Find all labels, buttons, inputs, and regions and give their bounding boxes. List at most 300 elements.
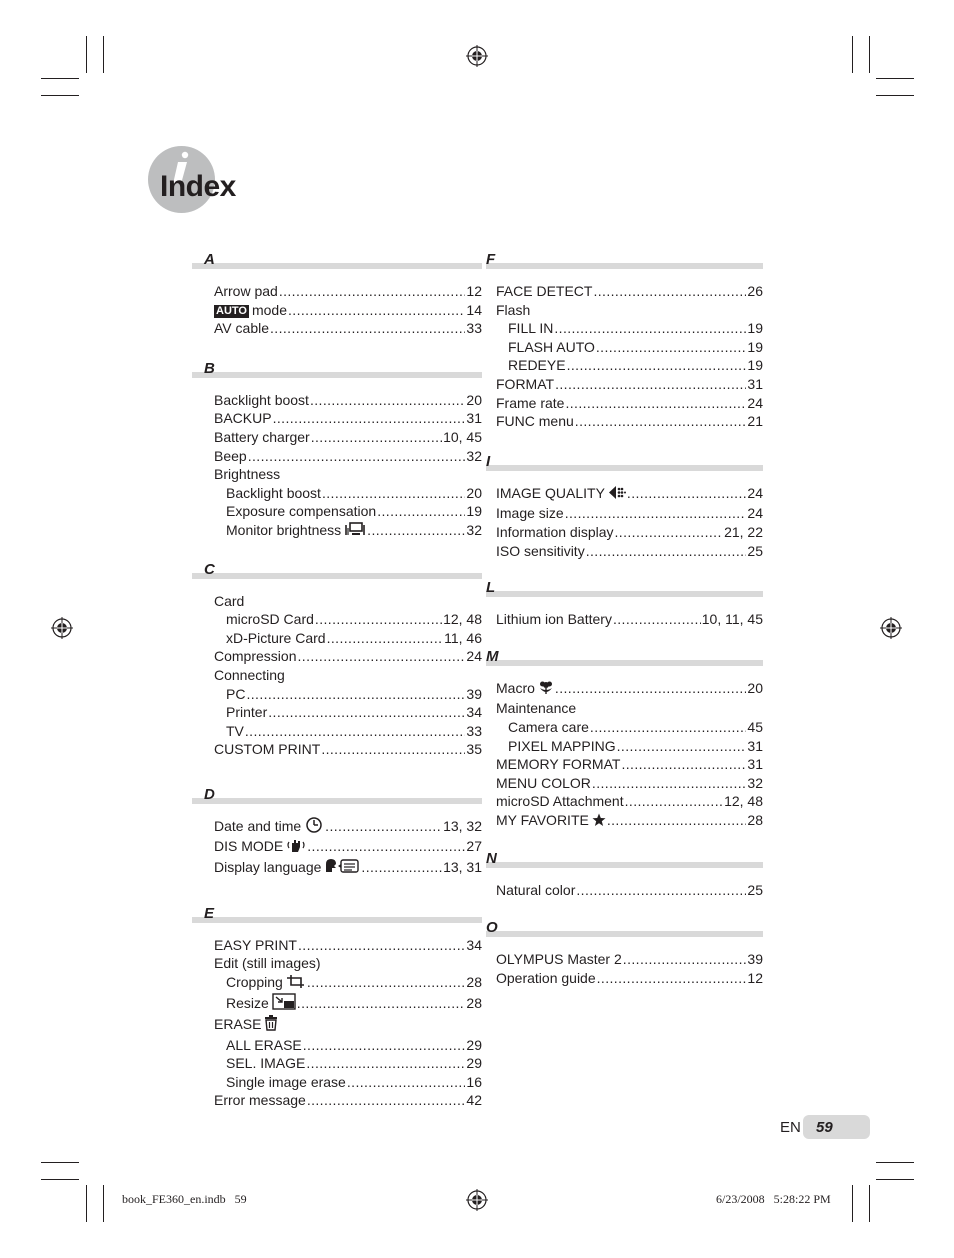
entry-text: Macro bbox=[496, 679, 535, 696]
entry-label bbox=[226, 484, 321, 503]
entry-label bbox=[214, 858, 360, 879]
entry-label bbox=[496, 484, 626, 505]
entry-label bbox=[496, 610, 612, 629]
index-entry bbox=[496, 811, 763, 832]
dot-leader bbox=[297, 647, 465, 666]
dot-leader bbox=[321, 740, 465, 759]
index-entry bbox=[214, 858, 482, 879]
index-section-i bbox=[486, 452, 763, 560]
entry-list bbox=[486, 679, 763, 832]
section-header bbox=[192, 785, 482, 805]
entry-text: Compression bbox=[214, 648, 297, 665]
page-reference: 13, 32 bbox=[443, 817, 482, 834]
entry-label bbox=[496, 412, 574, 431]
index-entry bbox=[214, 447, 482, 466]
entry-text: Maintenance bbox=[496, 700, 577, 717]
dot-leader bbox=[306, 1054, 465, 1073]
index-subentry bbox=[496, 737, 763, 756]
entry-text: PIXEL MAPPING bbox=[508, 737, 616, 754]
index-entry bbox=[496, 412, 763, 431]
dot-leader bbox=[315, 610, 442, 629]
entry-text: Card bbox=[214, 592, 245, 609]
entry-list bbox=[486, 484, 763, 560]
section-letter: C bbox=[204, 560, 215, 578]
dot-leader bbox=[270, 319, 465, 338]
dot-leader bbox=[607, 811, 747, 830]
dot-leader bbox=[613, 610, 701, 629]
entry-text: MEMORY FORMAT bbox=[496, 756, 621, 773]
section-letter: D bbox=[204, 785, 215, 803]
index-entry bbox=[214, 740, 482, 759]
entry-text: ISO sensitivity bbox=[496, 542, 585, 559]
entry-label bbox=[214, 1015, 278, 1036]
page-reference: 25 bbox=[747, 542, 763, 559]
index-subentry bbox=[214, 521, 482, 542]
crop-mark bbox=[876, 1162, 914, 1163]
entry-label bbox=[214, 301, 287, 320]
section-divider bbox=[486, 263, 763, 269]
entry-label bbox=[214, 647, 296, 666]
dot-leader bbox=[593, 282, 746, 301]
crop-mark bbox=[876, 1179, 914, 1180]
index-entry bbox=[496, 610, 763, 629]
entry-label bbox=[214, 837, 306, 858]
entry-label bbox=[214, 447, 247, 466]
dot-leader bbox=[623, 950, 747, 969]
page-reference: 39 bbox=[466, 685, 482, 702]
index-subentry bbox=[214, 610, 482, 629]
dot-leader bbox=[627, 484, 747, 503]
page-title: Index bbox=[160, 170, 236, 203]
entry-text: SEL. IMAGE bbox=[226, 1055, 306, 1072]
entry-text: EASY PRINT bbox=[214, 936, 297, 953]
index-column-left bbox=[192, 250, 482, 1110]
index-section-a bbox=[192, 250, 482, 338]
registration-mark-icon bbox=[880, 617, 902, 639]
dot-leader bbox=[303, 1036, 466, 1055]
page-reference: 24 bbox=[747, 484, 763, 501]
entry-label bbox=[214, 817, 324, 838]
dot-leader bbox=[597, 969, 747, 988]
index-subentry bbox=[496, 356, 763, 375]
entry-list bbox=[486, 881, 763, 900]
index-entry bbox=[214, 954, 482, 973]
dot-leader bbox=[615, 523, 724, 542]
section-divider bbox=[192, 798, 482, 804]
page-reference: 42 bbox=[466, 1092, 482, 1109]
page-reference: 24 bbox=[466, 648, 482, 665]
dot-leader bbox=[307, 837, 465, 856]
page-reference: 19 bbox=[747, 338, 763, 355]
entry-label bbox=[508, 737, 616, 756]
entry-text: FORMAT bbox=[496, 375, 555, 392]
entry-list bbox=[486, 282, 763, 431]
index-subentry bbox=[214, 1054, 482, 1073]
entry-label bbox=[214, 936, 297, 955]
page-reference: 19 bbox=[747, 320, 763, 337]
entry-text: Information display bbox=[496, 523, 614, 540]
index-entry bbox=[496, 881, 763, 900]
page-reference: 31 bbox=[466, 410, 482, 427]
entry-label bbox=[496, 699, 576, 718]
entry-list bbox=[486, 950, 763, 987]
page-reference: 10, 45 bbox=[443, 428, 482, 445]
page-reference: 28 bbox=[466, 973, 482, 990]
language-icon bbox=[324, 858, 360, 879]
index-subentry bbox=[496, 319, 763, 338]
entry-text: MY FAVORITE bbox=[496, 811, 589, 828]
dot-leader bbox=[279, 282, 466, 301]
section-letter: I bbox=[486, 452, 491, 470]
section-header bbox=[192, 904, 482, 924]
entry-text: FLASH AUTO bbox=[508, 338, 595, 355]
entry-label bbox=[226, 993, 296, 1015]
entry-label bbox=[214, 666, 285, 685]
entry-text: Cropping bbox=[226, 973, 283, 990]
monitor-brightness-icon bbox=[344, 522, 366, 542]
entry-label bbox=[508, 319, 553, 338]
page-reference: 29 bbox=[466, 1055, 482, 1072]
index-subentry bbox=[496, 338, 763, 357]
index-entry bbox=[214, 391, 482, 410]
entry-text: Backlight boost bbox=[214, 391, 309, 408]
dot-leader bbox=[273, 409, 466, 428]
entry-label bbox=[496, 755, 620, 774]
entry-label bbox=[496, 811, 606, 832]
entry-label bbox=[214, 391, 309, 410]
page-reference: 20 bbox=[466, 484, 482, 501]
timestamp-slug: 6/23/2008 5:28:22 PM bbox=[716, 1192, 831, 1206]
index-entry bbox=[496, 950, 763, 969]
entry-text: MENU COLOR bbox=[496, 774, 591, 791]
registration-mark-icon bbox=[466, 45, 488, 67]
dot-leader bbox=[297, 994, 466, 1013]
entry-text: Connecting bbox=[214, 666, 285, 683]
entry-label bbox=[496, 774, 591, 793]
section-letter: F bbox=[486, 251, 496, 268]
crop-mark bbox=[869, 1185, 870, 1222]
section-header bbox=[192, 250, 482, 270]
dot-leader bbox=[322, 484, 465, 503]
entry-label bbox=[226, 1073, 346, 1092]
entry-text: Monitor brightness bbox=[226, 521, 342, 538]
index-column-right bbox=[486, 250, 763, 987]
section-divider bbox=[192, 917, 482, 923]
entry-label bbox=[214, 954, 321, 973]
entry-label bbox=[496, 504, 564, 523]
page-reference: 35 bbox=[466, 741, 482, 758]
page-number: 59 bbox=[816, 1119, 833, 1136]
page-reference: 34 bbox=[466, 704, 482, 721]
index-subentry bbox=[214, 993, 482, 1015]
entry-text: Date and time bbox=[214, 817, 302, 834]
entry-text: Image size bbox=[496, 505, 564, 522]
entry-label bbox=[496, 679, 554, 700]
crop-mark bbox=[103, 36, 104, 73]
index-subentry bbox=[214, 685, 482, 704]
entry-list bbox=[192, 282, 482, 338]
entry-text: Resize bbox=[226, 995, 269, 1012]
crop-mark bbox=[41, 78, 79, 79]
entry-text: Backlight boost bbox=[226, 484, 321, 501]
entry-label bbox=[226, 1036, 302, 1055]
image-quality-icon bbox=[608, 485, 626, 505]
index-section-e bbox=[192, 904, 482, 1110]
crop-mark bbox=[876, 95, 914, 96]
dot-leader bbox=[555, 375, 746, 394]
section-divider bbox=[192, 263, 482, 269]
page-reference: 29 bbox=[466, 1036, 482, 1053]
page-reference: 12, 48 bbox=[724, 793, 763, 810]
crop-mark bbox=[41, 1179, 79, 1180]
entry-text: IMAGE QUALITY bbox=[496, 484, 605, 501]
entry-text: Beep bbox=[214, 447, 247, 464]
entry-label bbox=[226, 502, 376, 521]
index-entry bbox=[496, 523, 763, 542]
entry-label bbox=[214, 409, 272, 428]
index-entry bbox=[496, 755, 763, 774]
page-reference: 39 bbox=[747, 951, 763, 968]
entry-label bbox=[226, 685, 245, 704]
hand-shake-icon bbox=[286, 838, 306, 858]
dot-leader bbox=[268, 703, 465, 722]
page-reference: 24 bbox=[747, 505, 763, 522]
dot-leader bbox=[554, 319, 746, 338]
page-reference: 13, 31 bbox=[443, 859, 482, 876]
section-letter: L bbox=[486, 579, 496, 597]
language-label: EN bbox=[780, 1119, 801, 1136]
index-entry bbox=[496, 375, 763, 394]
section-letter: O bbox=[486, 919, 498, 937]
dot-leader bbox=[367, 521, 465, 540]
section-letter: E bbox=[204, 904, 215, 922]
page-reference: 19 bbox=[466, 503, 482, 520]
section-letter: B bbox=[204, 359, 215, 377]
dot-leader bbox=[327, 629, 444, 648]
entry-label bbox=[226, 629, 326, 648]
index-section-n bbox=[486, 849, 763, 900]
entry-text: REDEYE bbox=[508, 357, 566, 374]
page-reference: 10, 11, 45 bbox=[701, 611, 763, 628]
index-subentry bbox=[214, 722, 482, 741]
entry-text: Exposure compensation bbox=[226, 503, 377, 520]
section-header bbox=[486, 647, 763, 667]
index-entry bbox=[214, 1015, 482, 1036]
page-reference: 24 bbox=[747, 394, 763, 411]
entry-label bbox=[496, 950, 622, 969]
index-entry bbox=[496, 679, 763, 700]
entry-text: BACKUP bbox=[214, 410, 272, 427]
entry-list bbox=[192, 817, 482, 879]
page-reference: 33 bbox=[466, 320, 482, 337]
dot-leader bbox=[361, 858, 442, 877]
clock-icon bbox=[304, 817, 324, 838]
entry-text: FUNC menu bbox=[496, 413, 574, 430]
entry-text: Frame rate bbox=[496, 394, 565, 411]
index-entry bbox=[214, 592, 482, 611]
entry-text: PC bbox=[226, 685, 246, 702]
page-number-pill bbox=[803, 1115, 870, 1139]
entry-label bbox=[496, 523, 614, 542]
index-entry bbox=[496, 504, 763, 523]
section-divider bbox=[486, 660, 763, 666]
crop-mark bbox=[41, 1162, 79, 1163]
index-section-l bbox=[486, 578, 763, 629]
entry-text: AV cable bbox=[214, 320, 269, 337]
entry-text: xD-Picture Card bbox=[226, 629, 326, 646]
dot-leader bbox=[245, 722, 466, 741]
index-entry bbox=[496, 792, 763, 811]
entry-text: microSD Attachment bbox=[496, 793, 624, 810]
index-entry bbox=[214, 319, 482, 338]
entry-list bbox=[486, 610, 763, 629]
crop-mark bbox=[852, 36, 853, 73]
index-subentry bbox=[214, 1036, 482, 1055]
registration-mark-icon bbox=[466, 1189, 488, 1211]
section-divider bbox=[486, 862, 763, 868]
dot-leader bbox=[246, 685, 465, 704]
crop-mark bbox=[869, 36, 870, 73]
dot-leader bbox=[565, 504, 747, 523]
index-subentry bbox=[214, 1073, 482, 1092]
crop-mark bbox=[103, 1185, 104, 1222]
crop-mark bbox=[86, 36, 87, 73]
page-reference: 14 bbox=[466, 301, 482, 318]
entry-label bbox=[226, 973, 306, 994]
page-reference: 21, 22 bbox=[724, 523, 763, 540]
page-reference: 21 bbox=[747, 413, 763, 430]
entry-text: Edit (still images) bbox=[214, 955, 321, 972]
index-entry bbox=[214, 1091, 482, 1110]
index-entry bbox=[496, 484, 763, 505]
entry-text: mode bbox=[251, 301, 287, 318]
auto-mode-badge: AUTO bbox=[216, 304, 247, 317]
page-reference: 33 bbox=[466, 722, 482, 739]
page-reference: 25 bbox=[747, 882, 763, 899]
index-entry bbox=[496, 774, 763, 793]
section-divider bbox=[192, 372, 482, 378]
index-entry bbox=[214, 409, 482, 428]
entry-label bbox=[496, 881, 575, 900]
entry-text: CUSTOM PRINT bbox=[214, 741, 321, 758]
entry-text: Brightness bbox=[214, 466, 281, 483]
page-number-tab bbox=[780, 1115, 870, 1139]
page-reference: 12 bbox=[747, 969, 763, 986]
entry-label bbox=[226, 521, 366, 542]
page-reference: 26 bbox=[747, 283, 763, 299]
dot-leader bbox=[586, 542, 747, 561]
entry-text: Display language bbox=[214, 859, 322, 876]
section-header bbox=[486, 578, 763, 598]
entry-label bbox=[496, 282, 592, 301]
index-section-f bbox=[486, 250, 763, 431]
entry-label bbox=[226, 1054, 305, 1073]
dot-leader bbox=[377, 502, 465, 521]
section-divider bbox=[486, 465, 763, 471]
dot-leader bbox=[617, 737, 747, 756]
crop-icon bbox=[286, 974, 306, 994]
dot-leader bbox=[248, 447, 466, 466]
dot-leader bbox=[575, 412, 747, 431]
dot-leader bbox=[621, 755, 746, 774]
entry-label bbox=[214, 428, 310, 447]
entry-label bbox=[508, 718, 589, 737]
index-section-c bbox=[192, 560, 482, 759]
entry-text: Camera care bbox=[508, 718, 589, 735]
entry-list bbox=[192, 592, 482, 759]
entry-list bbox=[192, 936, 482, 1110]
entry-text: Printer bbox=[226, 704, 268, 721]
dot-leader bbox=[592, 774, 747, 793]
page-reference: 34 bbox=[466, 936, 482, 953]
crop-mark bbox=[86, 1185, 87, 1222]
entry-label bbox=[226, 610, 314, 629]
page-reference: 20 bbox=[466, 391, 482, 408]
entry-text: microSD Card bbox=[226, 611, 314, 628]
page-reference: 31 bbox=[747, 375, 763, 392]
section-letter: A bbox=[204, 251, 215, 268]
index-entry bbox=[214, 666, 482, 685]
page-reference: 32 bbox=[747, 774, 763, 791]
page-reference: 28 bbox=[747, 811, 763, 828]
index-entry bbox=[214, 817, 482, 838]
trash-icon bbox=[264, 1015, 278, 1036]
index-section-d bbox=[192, 785, 482, 879]
index-entry bbox=[214, 465, 482, 484]
entry-text: Natural color bbox=[496, 882, 576, 899]
file-slug: book_FE360_en.indb 59 bbox=[122, 1192, 247, 1206]
page-reference: 20 bbox=[747, 679, 763, 696]
page-reference: 32 bbox=[466, 521, 482, 538]
entry-text: ALL ERASE bbox=[226, 1036, 302, 1053]
macro-flower-icon bbox=[538, 680, 554, 700]
index-subentry bbox=[214, 629, 482, 648]
section-header bbox=[486, 918, 763, 938]
index-section-m bbox=[486, 647, 763, 832]
index-entry bbox=[496, 969, 763, 988]
dot-leader bbox=[590, 718, 747, 737]
section-divider bbox=[192, 573, 482, 579]
dot-leader bbox=[311, 428, 442, 447]
section-header bbox=[486, 849, 763, 869]
entry-text: Flash bbox=[496, 301, 531, 318]
index-entry bbox=[496, 301, 763, 320]
index-entry bbox=[496, 542, 763, 561]
section-header bbox=[486, 250, 763, 270]
entry-label bbox=[496, 792, 624, 811]
page-reference: 28 bbox=[466, 995, 482, 1012]
page-title-block bbox=[148, 146, 348, 216]
page-reference: 12, 48 bbox=[443, 611, 482, 628]
entry-label bbox=[496, 375, 554, 394]
dot-leader bbox=[576, 881, 746, 900]
star-icon bbox=[592, 813, 606, 832]
section-letter: M bbox=[486, 647, 499, 665]
entry-text: FILL IN bbox=[508, 320, 554, 337]
dot-leader bbox=[307, 1091, 466, 1110]
section-divider bbox=[486, 591, 763, 597]
index-subentry bbox=[214, 502, 482, 521]
entry-list bbox=[192, 391, 482, 542]
index-entry bbox=[496, 282, 763, 301]
index-subentry bbox=[214, 703, 482, 722]
dot-leader bbox=[625, 792, 723, 811]
index-entry bbox=[214, 301, 482, 320]
resize-icon bbox=[272, 993, 296, 1015]
entry-label bbox=[496, 969, 596, 988]
entry-text: Single image erase bbox=[226, 1073, 346, 1090]
dot-leader bbox=[555, 679, 747, 698]
